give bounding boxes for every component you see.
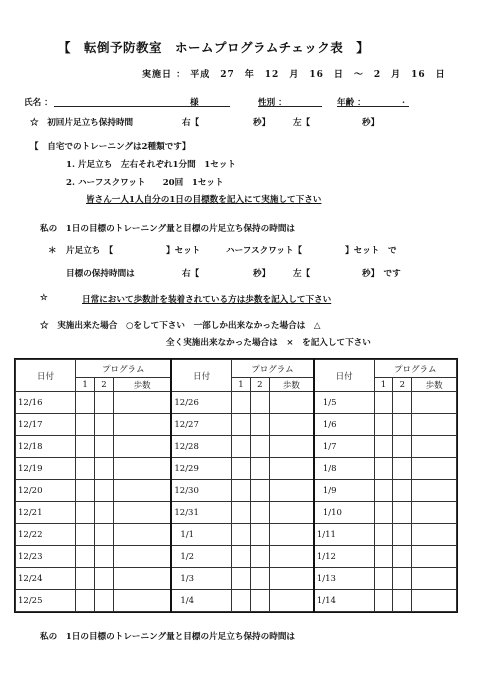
age-field[interactable] bbox=[337, 106, 409, 107]
program-2-cell[interactable] bbox=[95, 546, 114, 568]
program-1-header: 1 bbox=[232, 378, 251, 392]
program-2-header: 2 bbox=[95, 378, 114, 392]
star-icon: ☆ bbox=[40, 293, 48, 303]
program-1-cell[interactable] bbox=[76, 502, 95, 524]
steps-cell[interactable] bbox=[113, 568, 171, 590]
goal-left-open: 左【 bbox=[293, 269, 311, 279]
age-label: 年齢 ： bbox=[337, 98, 366, 108]
table-row bbox=[16, 392, 457, 414]
date-cell: 12/19 bbox=[16, 458, 76, 480]
date-cell: 12/28 bbox=[171, 436, 231, 458]
gender-label: 性別 ： bbox=[258, 98, 287, 108]
steps-cell[interactable] bbox=[269, 480, 314, 502]
date-cell: 1/12 bbox=[314, 546, 374, 568]
date-cell: 1/3 bbox=[171, 568, 231, 590]
first-left-open: 左【 bbox=[293, 118, 311, 128]
program-2-cell[interactable] bbox=[250, 590, 269, 612]
date-header: 日付 bbox=[314, 360, 374, 392]
program-2-cell[interactable] bbox=[250, 568, 269, 590]
date-cell: 1/6 bbox=[314, 414, 374, 436]
steps-cell[interactable] bbox=[269, 502, 314, 524]
first-left-sec: 秒】 bbox=[362, 118, 380, 128]
program-2-cell[interactable] bbox=[393, 392, 412, 414]
program-2-cell[interactable] bbox=[393, 568, 412, 590]
program-2-cell[interactable] bbox=[250, 502, 269, 524]
date-cell: 1/9 bbox=[314, 480, 374, 502]
program-1-cell[interactable] bbox=[232, 568, 251, 590]
program-1-cell[interactable] bbox=[374, 546, 393, 568]
program-1-cell[interactable] bbox=[76, 590, 95, 612]
program-1-cell[interactable] bbox=[374, 458, 393, 480]
goal-left-sec: 秒】 です bbox=[362, 269, 401, 279]
steps-cell[interactable] bbox=[269, 436, 314, 458]
date-cell: 12/27 bbox=[171, 414, 231, 436]
program-2-cell[interactable] bbox=[95, 414, 114, 436]
goal-right-open: 右【 bbox=[182, 269, 200, 279]
program-header: プログラム bbox=[76, 360, 172, 378]
program-2-cell[interactable] bbox=[393, 480, 412, 502]
program-2-cell[interactable] bbox=[393, 436, 412, 458]
goal-hold-label: 目標の保持時間は bbox=[66, 269, 135, 279]
date-cell: 1/8 bbox=[314, 458, 374, 480]
program-1-cell[interactable] bbox=[76, 414, 95, 436]
program-2-cell[interactable] bbox=[393, 546, 412, 568]
date-cell: 12/18 bbox=[16, 436, 76, 458]
steps-header: 歩数 bbox=[113, 378, 171, 392]
program-1-cell[interactable] bbox=[76, 524, 95, 546]
steps-cell[interactable] bbox=[269, 590, 314, 612]
date-header: 日付 bbox=[171, 360, 231, 392]
table-row bbox=[16, 414, 457, 436]
goal-set2: 】セット で bbox=[345, 246, 397, 256]
date-cell: 12/23 bbox=[16, 546, 76, 568]
program-1-cell[interactable] bbox=[232, 414, 251, 436]
program-1-cell[interactable] bbox=[232, 524, 251, 546]
steps-cell[interactable] bbox=[412, 436, 457, 458]
age-dot: . bbox=[402, 96, 405, 106]
steps-header: 歩数 bbox=[269, 378, 314, 392]
steps-cell[interactable] bbox=[113, 436, 171, 458]
steps-cell[interactable] bbox=[269, 568, 314, 590]
program-2-cell[interactable] bbox=[250, 436, 269, 458]
program-2-cell[interactable] bbox=[250, 524, 269, 546]
implementation-date: 実施日 ： 平成 27 年 12 月 16 日 〜 2 月 16 日 bbox=[142, 70, 446, 80]
date-cell: 12/24 bbox=[16, 568, 76, 590]
date-cell: 1/13 bbox=[314, 568, 374, 590]
date-cell: 1/2 bbox=[171, 546, 231, 568]
steps-cell[interactable] bbox=[113, 414, 171, 436]
date-cell: 12/29 bbox=[171, 458, 231, 480]
program-2-cell[interactable] bbox=[393, 458, 412, 480]
program-2-cell[interactable] bbox=[95, 392, 114, 414]
name-suffix: 様 bbox=[190, 98, 199, 108]
program-2-cell[interactable] bbox=[250, 414, 269, 436]
program-2-cell[interactable] bbox=[393, 502, 412, 524]
program-1-cell[interactable] bbox=[232, 458, 251, 480]
steps-cell[interactable] bbox=[269, 458, 314, 480]
program-1-cell[interactable] bbox=[374, 524, 393, 546]
date-cell: 1/10 bbox=[314, 502, 374, 524]
steps-cell[interactable] bbox=[269, 392, 314, 414]
program-2-cell[interactable] bbox=[95, 590, 114, 612]
program-1-cell[interactable] bbox=[76, 546, 95, 568]
program-2-cell[interactable] bbox=[95, 480, 114, 502]
name-field[interactable] bbox=[54, 106, 230, 107]
steps-cell[interactable] bbox=[412, 546, 457, 568]
table-row bbox=[16, 502, 457, 524]
program-1-cell[interactable] bbox=[76, 480, 95, 502]
program-1-header: 1 bbox=[374, 378, 393, 392]
program-1-header: 1 bbox=[76, 378, 95, 392]
home-training-header: 【 自宅でのトレーニングは2種類です】 bbox=[30, 142, 191, 152]
program-1-cell[interactable] bbox=[374, 568, 393, 590]
date-cell: 1/11 bbox=[314, 524, 374, 546]
steps-cell[interactable] bbox=[412, 590, 457, 612]
date-cell: 12/22 bbox=[16, 524, 76, 546]
steps-cell[interactable] bbox=[113, 392, 171, 414]
program-1-cell[interactable] bbox=[374, 502, 393, 524]
first-right-sec: 秒】 bbox=[253, 118, 271, 128]
steps-cell[interactable] bbox=[113, 524, 171, 546]
date-cell: 1/5 bbox=[314, 392, 374, 414]
date-cell: 12/25 bbox=[16, 590, 76, 612]
program-2-cell[interactable] bbox=[250, 480, 269, 502]
marking-instruction-2: 全く実施出来なかった場合は × を記入して下さい bbox=[166, 338, 371, 348]
program-1-cell[interactable] bbox=[374, 590, 393, 612]
footer-text: 私の 1日の目標のトレーニング量と目標の片足立ち保持の時間は bbox=[40, 632, 296, 642]
date-header: 日付 bbox=[16, 360, 76, 392]
table-row bbox=[16, 524, 457, 546]
program-2-cell[interactable] bbox=[95, 502, 114, 524]
program-2-header: 2 bbox=[393, 378, 412, 392]
program-1-cell[interactable] bbox=[374, 480, 393, 502]
program-2-cell[interactable] bbox=[95, 524, 114, 546]
date-cell: 12/17 bbox=[16, 414, 76, 436]
table-row bbox=[16, 590, 457, 612]
program-1-cell[interactable] bbox=[232, 436, 251, 458]
program-2-cell[interactable] bbox=[95, 436, 114, 458]
steps-cell[interactable] bbox=[412, 392, 457, 414]
name-label: 氏名 ： bbox=[24, 98, 53, 108]
page-title: 【 転倒予防教室 ホームプログラムチェック表 】 bbox=[58, 40, 370, 55]
marking-instruction-1: ☆ 実施出来た場合 ○をして下さい 一部しか出来なかった場合は △ bbox=[40, 321, 321, 331]
program-2-cell[interactable] bbox=[250, 546, 269, 568]
goal-one-leg: 片足立ち 【 bbox=[66, 246, 114, 256]
program-1-cell[interactable] bbox=[232, 590, 251, 612]
steps-cell[interactable] bbox=[113, 546, 171, 568]
date-cell: 1/4 bbox=[171, 590, 231, 612]
first-time-label: ☆ 初回片足立ち保持時間 bbox=[30, 118, 134, 128]
date-cell: 1/7 bbox=[314, 436, 374, 458]
date-cell: 1/14 bbox=[314, 590, 374, 612]
steps-cell[interactable] bbox=[113, 590, 171, 612]
instruction-note: 皆さん一人1人自分の1日の目標数を記入にて実施して下さい bbox=[86, 195, 322, 205]
program-header: プログラム bbox=[374, 360, 457, 378]
steps-cell[interactable] bbox=[412, 458, 457, 480]
goal-star: ＊ bbox=[48, 246, 57, 256]
program-1-cell[interactable] bbox=[232, 480, 251, 502]
steps-cell[interactable] bbox=[269, 414, 314, 436]
program-2-header: 2 bbox=[250, 378, 269, 392]
date-cell: 1/1 bbox=[171, 524, 231, 546]
steps-cell[interactable] bbox=[113, 502, 171, 524]
date-cell: 12/31 bbox=[171, 502, 231, 524]
training-item-1: 1. 片足立ち 左右それぞれ1分間 1セット bbox=[66, 160, 237, 170]
table-row bbox=[16, 546, 457, 568]
program-1-cell[interactable] bbox=[374, 436, 393, 458]
program-1-cell[interactable] bbox=[76, 568, 95, 590]
program-1-cell[interactable] bbox=[232, 546, 251, 568]
date-cell: 12/26 bbox=[171, 392, 231, 414]
goal-squat: ハーフスクワット【 bbox=[226, 246, 303, 256]
program-1-cell[interactable] bbox=[76, 458, 95, 480]
steps-cell[interactable] bbox=[412, 414, 457, 436]
program-1-cell[interactable] bbox=[232, 392, 251, 414]
program-1-cell[interactable] bbox=[374, 414, 393, 436]
table-row bbox=[16, 458, 457, 480]
program-2-cell[interactable] bbox=[250, 392, 269, 414]
goal-intro: 私の 1日の目標のトレーニング量と目標の片足立ち保持の時間は bbox=[40, 224, 296, 234]
program-1-cell[interactable] bbox=[76, 436, 95, 458]
pedometer-note: 日常において歩数計を装着されている方は歩数を記入して下さい bbox=[82, 295, 332, 305]
goal-right-sec: 秒】 bbox=[253, 269, 271, 279]
steps-cell[interactable] bbox=[113, 480, 171, 502]
training-item-2: 2. ハーフスクワット 20回 1セット bbox=[66, 178, 224, 188]
program-1-cell[interactable] bbox=[374, 392, 393, 414]
program-2-cell[interactable] bbox=[393, 414, 412, 436]
first-right-open: 右【 bbox=[182, 118, 200, 128]
goal-set1: 】セット bbox=[166, 246, 201, 256]
steps-cell[interactable] bbox=[412, 524, 457, 546]
program-header: プログラム bbox=[232, 360, 314, 378]
steps-cell[interactable] bbox=[113, 458, 171, 480]
steps-cell[interactable] bbox=[412, 568, 457, 590]
date-cell: 12/16 bbox=[16, 392, 76, 414]
date-cell: 12/20 bbox=[16, 480, 76, 502]
program-2-cell[interactable] bbox=[393, 590, 412, 612]
date-cell: 12/30 bbox=[171, 480, 231, 502]
table-row bbox=[16, 436, 457, 458]
program-2-cell[interactable] bbox=[95, 568, 114, 590]
table-row bbox=[16, 568, 457, 590]
program-1-cell[interactable] bbox=[232, 502, 251, 524]
date-cell: 12/21 bbox=[16, 502, 76, 524]
steps-cell[interactable] bbox=[269, 546, 314, 568]
table-row bbox=[16, 480, 457, 502]
steps-cell[interactable] bbox=[269, 524, 314, 546]
gender-field[interactable] bbox=[258, 106, 322, 107]
program-2-cell[interactable] bbox=[95, 458, 114, 480]
program-2-cell[interactable] bbox=[393, 524, 412, 546]
program-2-cell[interactable] bbox=[250, 458, 269, 480]
program-1-cell[interactable] bbox=[76, 392, 95, 414]
steps-cell[interactable] bbox=[412, 480, 457, 502]
steps-header: 歩数 bbox=[412, 378, 457, 392]
steps-cell[interactable] bbox=[412, 502, 457, 524]
check-table bbox=[14, 358, 458, 613]
